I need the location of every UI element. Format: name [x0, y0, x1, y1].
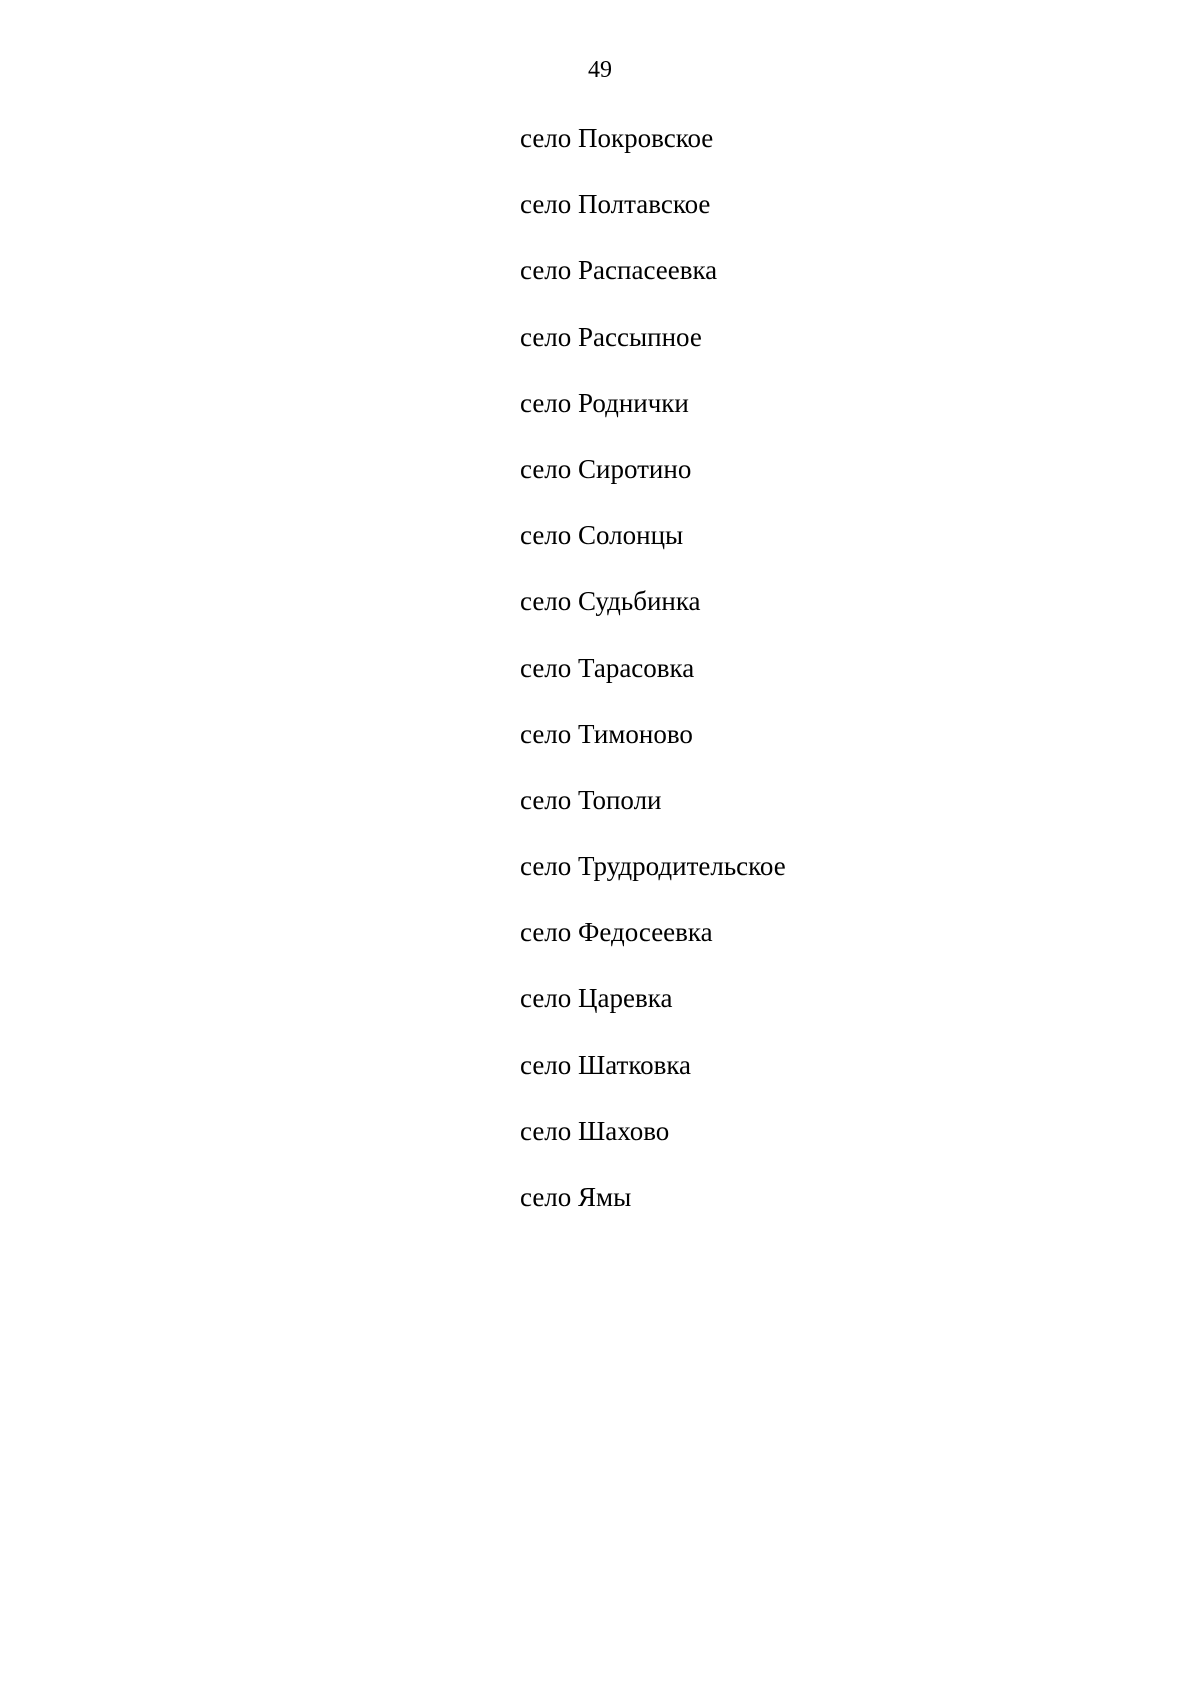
- page-number: 49: [588, 57, 612, 83]
- list-item: село Федосеевка: [520, 917, 713, 948]
- list-item: село Солонцы: [520, 520, 684, 551]
- list-item: село Трудродительское: [520, 851, 786, 882]
- list-item: село Тимоново: [520, 718, 693, 749]
- list-item: село Судьбинка: [520, 586, 701, 617]
- list-item: село Тополи: [520, 784, 662, 815]
- list-item: село Тарасовка: [520, 652, 695, 683]
- settlement-list: [520, 122, 786, 1247]
- list-item: село Царевка: [520, 983, 673, 1014]
- list-item: село Распасеевка: [520, 255, 718, 286]
- list-item: село Роднички: [520, 387, 689, 418]
- list-item: село Ямы: [520, 1182, 632, 1212]
- list-item: село Шахово: [520, 1115, 670, 1146]
- list-item: село Сиротино: [520, 453, 692, 484]
- list-item: село Шатковка: [520, 1049, 692, 1080]
- list-item: село Покровское: [520, 123, 714, 153]
- list-item: село Рассыпное: [520, 321, 702, 352]
- list-item: село Полтавское: [520, 189, 711, 220]
